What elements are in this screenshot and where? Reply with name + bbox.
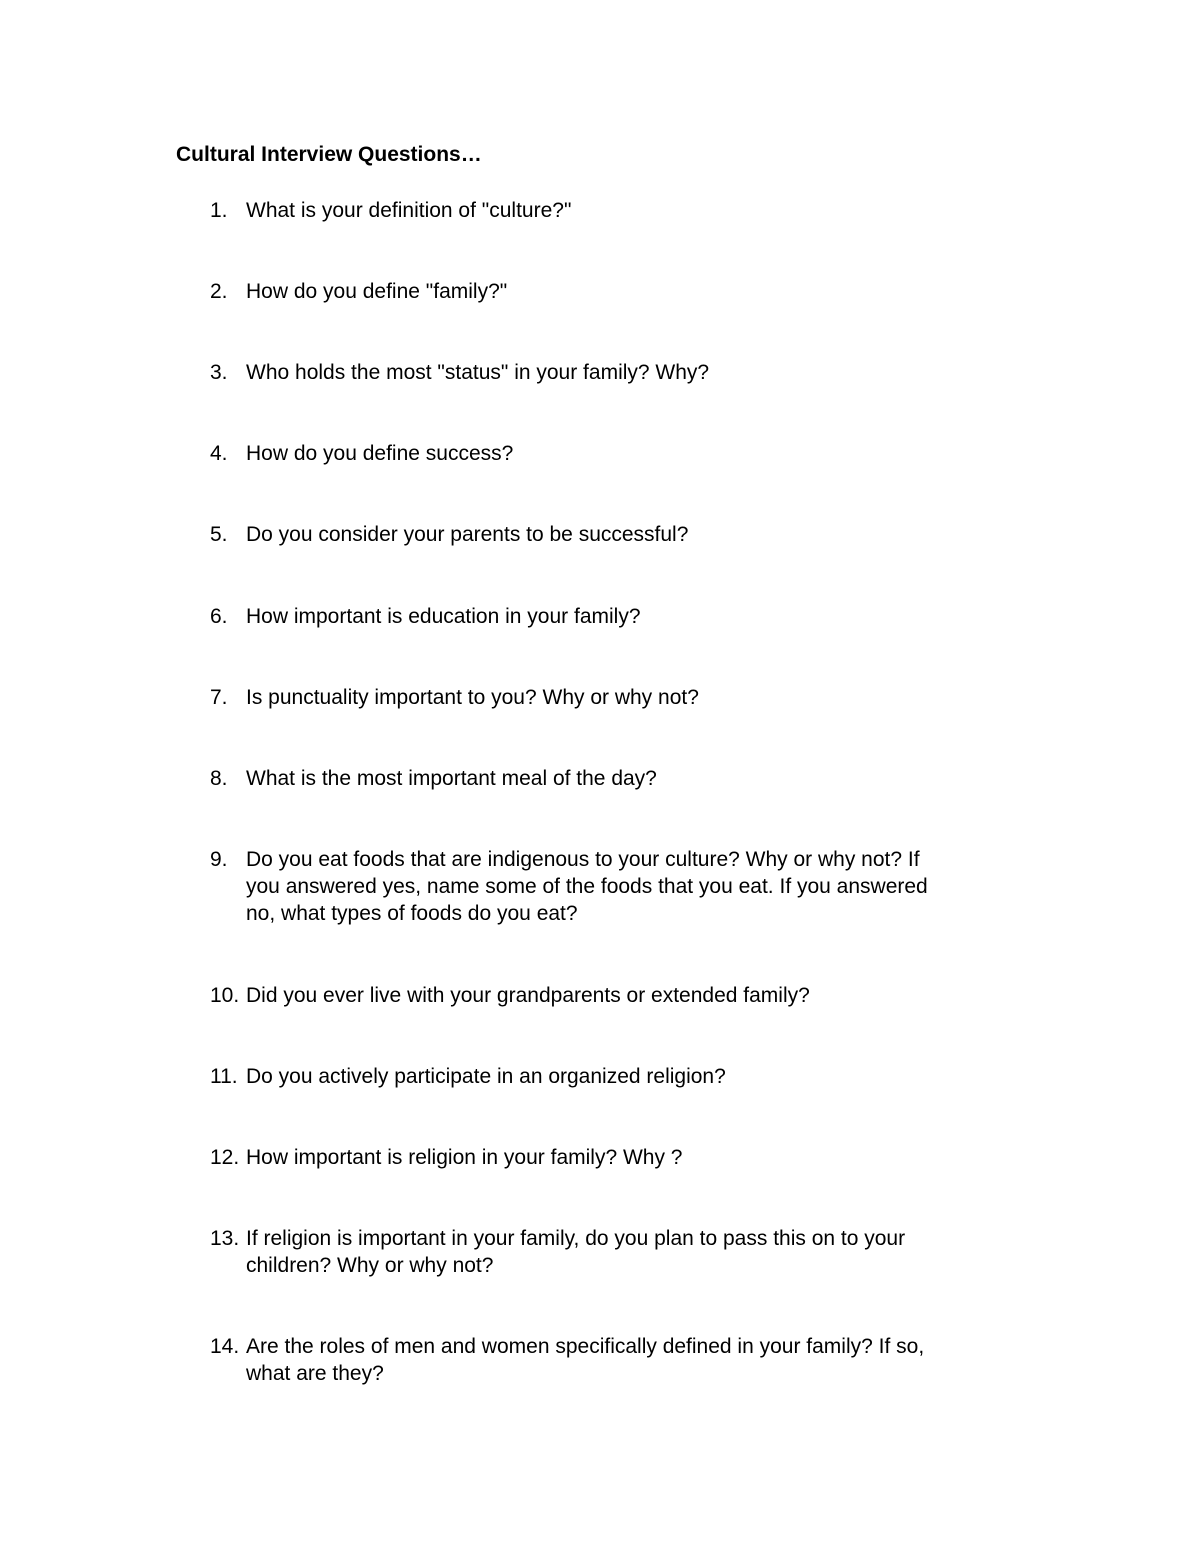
question-text: Do you eat foods that are indigenous to your culture? Why or why not? If you answered yes, name some of the foods that you eat. If you answered no, what types of foods do you eat? <box>246 848 928 925</box>
question-text: How do you define "family?" <box>246 280 508 303</box>
question-text: Do you actively participate in an organized religion? <box>246 1065 726 1088</box>
question-number: 3. <box>210 361 228 384</box>
question-number: 10. <box>210 984 240 1007</box>
question-text: How important is education in your family? <box>246 605 641 628</box>
question-number: 8. <box>210 767 228 790</box>
question-number: 1. <box>210 199 228 222</box>
question-number: 5. <box>210 523 228 546</box>
question-text: Did you ever live with your grandparents or extended family? <box>246 984 810 1007</box>
question-text: What is your definition of "culture?" <box>246 199 572 222</box>
question-text: How do you define success? <box>246 442 514 465</box>
question-text: Is punctuality important to you? Why or why not? <box>246 686 699 709</box>
document-title: Cultural Interview Questions… <box>176 143 482 166</box>
question-text: Are the roles of men and women specifically defined in your family? If so, what are they? <box>246 1335 925 1385</box>
question-number: 4. <box>210 442 228 465</box>
question-number: 11. <box>210 1065 238 1088</box>
question-text: Who holds the most "status" in your family? Why? <box>246 361 710 384</box>
question-text: How important is religion in your family? Why ? <box>246 1146 683 1169</box>
question-number: 9. <box>210 848 228 871</box>
question-number: 7. <box>210 686 228 709</box>
question-number: 2. <box>210 280 228 303</box>
question-text: What is the most important meal of the day? <box>246 767 657 790</box>
question-number: 14. <box>210 1335 240 1358</box>
question-number: 6. <box>210 605 228 628</box>
question-number: 13. <box>210 1227 240 1250</box>
question-text: Do you consider your parents to be successful? <box>246 523 689 546</box>
question-text: If religion is important in your family, do you plan to pass this on to your children? Why or why not? <box>246 1227 906 1277</box>
question-number: 12. <box>210 1146 240 1169</box>
